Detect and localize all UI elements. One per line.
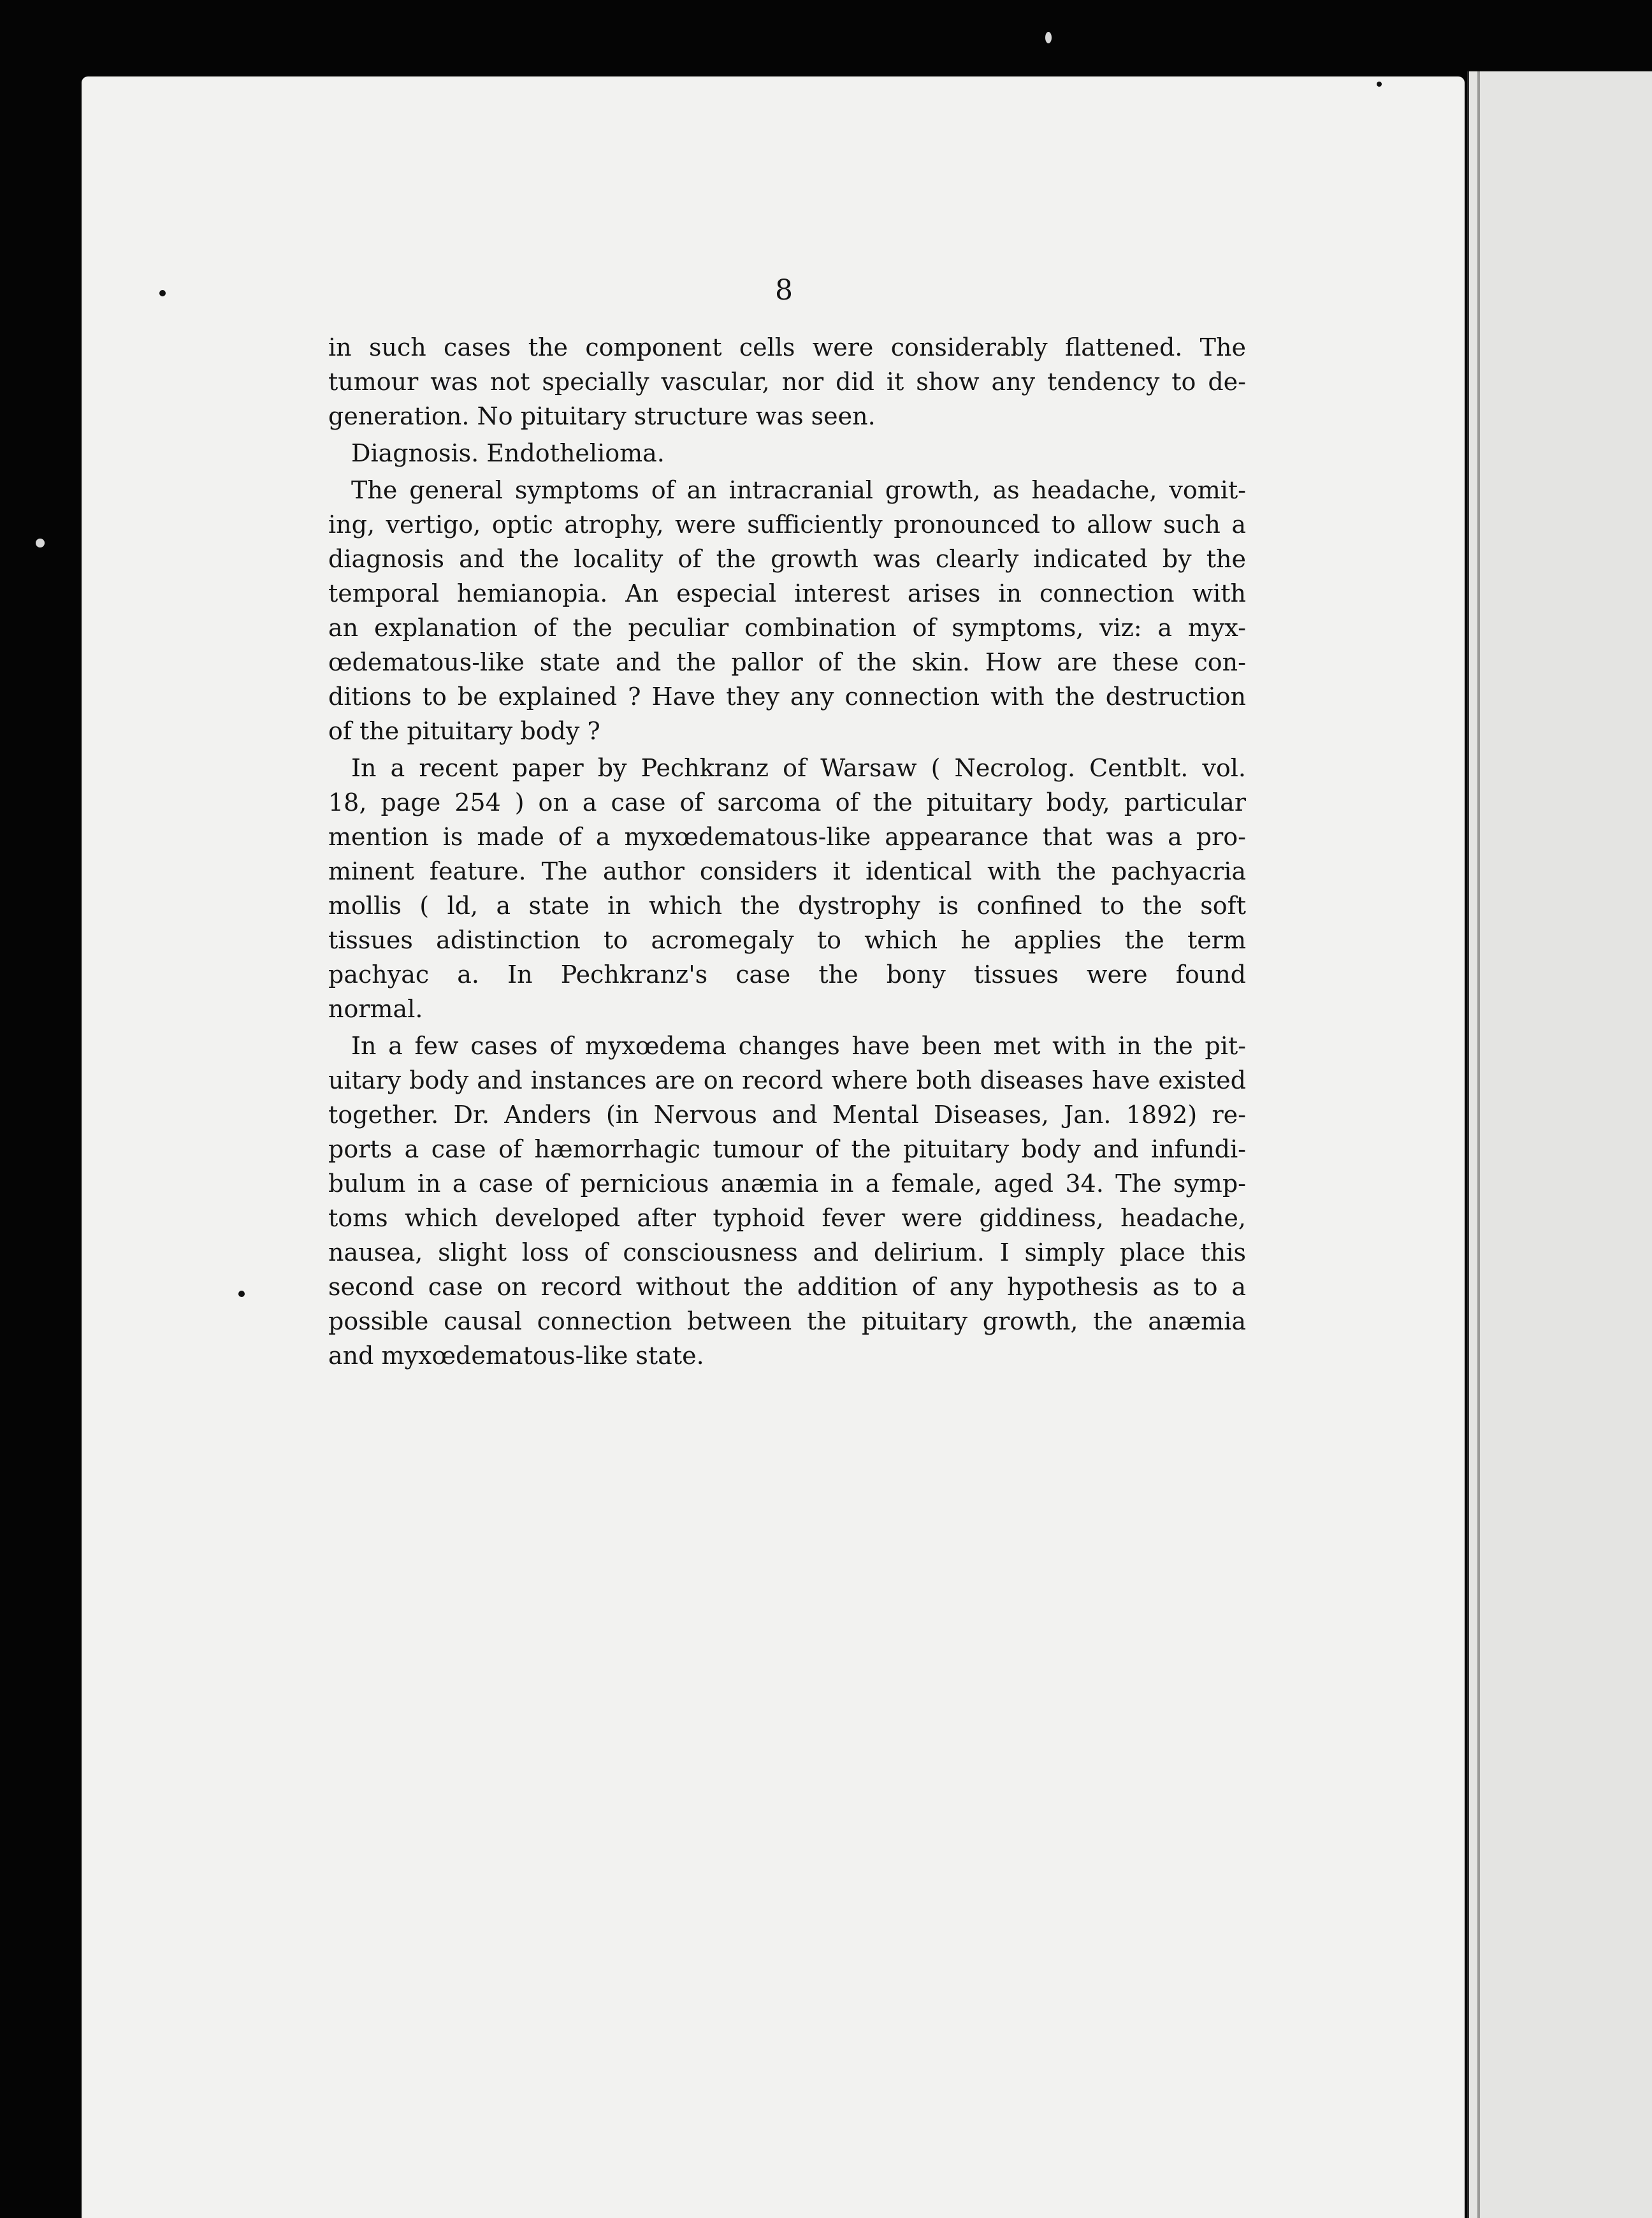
- scan-speck: [238, 1291, 245, 1297]
- scan-speck: [1045, 32, 1052, 43]
- text-line: diagnosis and the locality of the growth was clearly indicated by the: [328, 545, 1246, 573]
- text-line: ing, vertigo, optic atrophy, were sufficiently pronounced to allow such a: [328, 511, 1246, 539]
- text-line: and myxœdematous-like state.: [328, 1342, 704, 1370]
- text-line: generation. No pituitary structure was seen.: [328, 402, 876, 430]
- text-line: an explanation of the peculiar combination of symptoms, viz: a myx-: [328, 614, 1246, 642]
- body-text: [328, 330, 1246, 1373]
- scan-speck: [36, 539, 45, 547]
- text-line: tissues adistinction to acromegaly to which he applies the term: [328, 926, 1246, 954]
- text-line: in such cases the component cells were considerably flattened. The: [328, 333, 1246, 361]
- text-line: ports a case of hæmorrhagic tumour of the pituitary body and infundi-: [328, 1135, 1246, 1163]
- text-line: together. Dr. Anders (in Nervous and Mental Diseases, Jan. 1892) re-: [328, 1101, 1246, 1129]
- text-line: mention is made of a myxœdematous-like appearance that was a pro-: [328, 823, 1246, 851]
- page-gutter-line: [1477, 71, 1480, 2218]
- text-line: minent feature. The author considers it identical with the pachyacria: [328, 857, 1246, 885]
- text-line: 18, page 254 ) on a case of sarcoma of the pituitary body, particular: [328, 788, 1246, 816]
- text-line: pachyac a. In Pechkranz's case the bony tissues were found: [328, 960, 1246, 989]
- text-line: uitary body and instances are on record where both diseases have existed: [328, 1066, 1246, 1094]
- text-line: nausea, slight loss of consciousness and delirium. I simply place this: [328, 1238, 1246, 1266]
- text-line: possible causal connection between the pituitary growth, the anæmia: [328, 1307, 1246, 1335]
- text-line: mollis ( ld, a state in which the dystrophy is confined to the soft: [328, 892, 1246, 920]
- text-line: œdematous-like state and the pallor of the skin. How are these con-: [328, 648, 1246, 676]
- text-line: ditions to be explained ? Have they any connection with the destruction: [328, 683, 1246, 711]
- text-line: toms which developed after typhoid fever were giddiness, headache,: [328, 1204, 1246, 1232]
- text-line: Diagnosis. Endothelioma.: [351, 439, 665, 467]
- text-line: In a few cases of myxœdema changes have been met with in the pit-: [351, 1032, 1246, 1060]
- text-line: of the pituitary body ?: [328, 717, 600, 745]
- text-line: tumour was not specially vascular, nor did it show any tendency to de-: [328, 368, 1246, 396]
- text-line: normal.: [328, 995, 423, 1023]
- text-line: The general symptoms of an intracranial growth, as headache, vomit-: [351, 476, 1246, 504]
- text-line: In a recent paper by Pechkranz of Warsaw ( Necrolog. Centblt. vol.: [351, 754, 1246, 782]
- text-line: temporal hemianopia. An especial interest arises in connection with: [328, 579, 1246, 607]
- text-line: bulum in a case of pernicious anæmia in a female, aged 34. The symp-: [328, 1170, 1246, 1198]
- adjacent-page-edge: [1467, 71, 1652, 2218]
- scan-speck: [159, 290, 166, 296]
- text-line: second case on record without the addition of any hypothesis as to a: [328, 1273, 1246, 1301]
- scan-speck: [1377, 82, 1382, 87]
- page-number: 8: [775, 274, 793, 307]
